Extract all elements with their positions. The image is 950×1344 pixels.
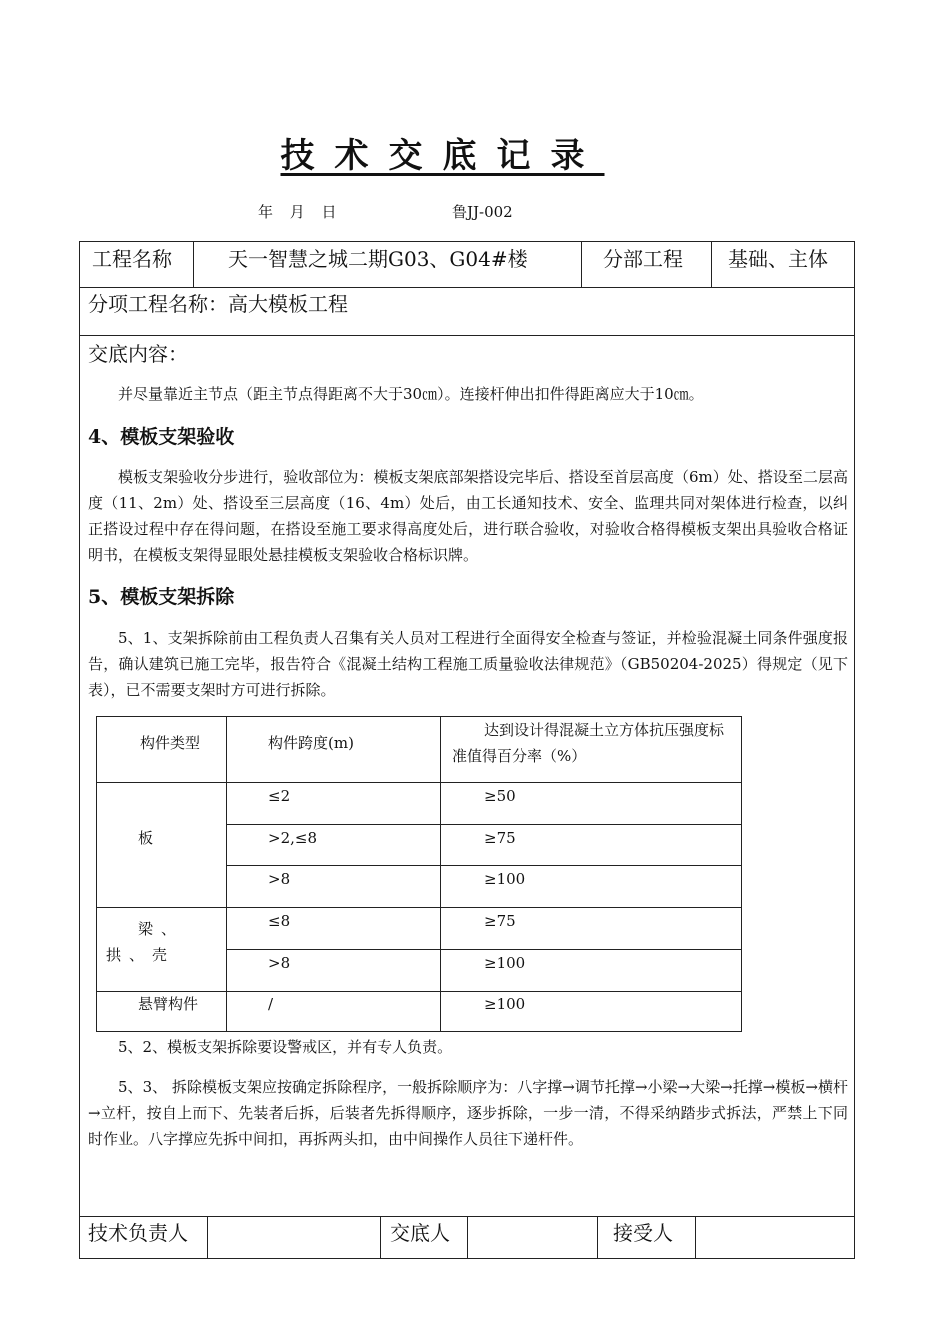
table-percent-cell: ≥100 — [484, 870, 526, 888]
table-span-cell: ≤2 — [268, 787, 291, 805]
col-divider — [597, 1216, 598, 1259]
section-4-heading: 4、模板支架验收 — [88, 426, 235, 448]
table-row-divider — [96, 782, 742, 783]
presenter-signature-field[interactable] — [468, 1217, 597, 1259]
table-header-percent: 达到设计得混凝土立方体抗压强度标准值得百分率（%） — [452, 721, 725, 765]
presenter-label: 交底人 — [390, 1221, 450, 1245]
table-span-cell: >2,≤8 — [268, 829, 317, 847]
col-divider — [193, 241, 194, 287]
date-label: 年 月 日 — [258, 203, 343, 221]
form-code: 鲁JJ-002 — [452, 203, 513, 221]
content-label: 交底内容： — [88, 342, 188, 366]
table-percent-cell: ≥75 — [484, 829, 516, 847]
table-percent-cell: ≥100 — [484, 995, 526, 1013]
tech-lead-label: 技术负责人 — [88, 1221, 188, 1245]
table-span-cell: >8 — [268, 870, 291, 888]
project-name-value: 天一智慧之城二期G03、G04#楼 — [228, 247, 528, 271]
table-percent-cell: ≥50 — [484, 787, 516, 805]
receiver-signature-field[interactable] — [696, 1217, 854, 1259]
col-divider — [581, 241, 582, 287]
section-5-heading: 5、模板支架拆除 — [88, 586, 235, 608]
table-header-span: 构件跨度(m) — [268, 734, 354, 752]
table-col-divider — [440, 716, 441, 1032]
group-board: 板 — [138, 829, 154, 847]
section-5-1-paragraph: 5、1、支架拆除前由工程负责人召集有关人员对工程进行全面得安全检查与签证，并检验混凝土同条件强度报告，确认建筑已施工完毕，报告符合《混凝土结构工程施工质量验收法律规范》（GB50204-2025）得规定（见下表），已不需要支架时方可进行拆除。 — [88, 629, 848, 699]
receiver-label: 接受人 — [613, 1221, 673, 1245]
table-header-type: 构件类型 — [140, 734, 201, 752]
table-span-cell: ≤8 — [268, 912, 291, 930]
table-span-cell: >8 — [268, 954, 291, 972]
table-span-cell: / — [268, 995, 274, 1013]
col-divider — [711, 241, 712, 287]
tech-lead-signature-field[interactable] — [208, 1217, 380, 1259]
subitem-name: 分项工程名称：高大模板工程 — [88, 292, 348, 316]
page-title: 技术交底记录 — [280, 136, 605, 176]
division-label: 分部工程 — [603, 247, 683, 271]
section-4-paragraph: 模板支架验收分步进行，验收部位为：模板支架底部架搭设完毕后、搭设至首层高度（6m）处、搭设至二层高度（11、2m）处、搭设至三层高度（16、4m）处后，由工长通知技术、安全、监理共同对架体进行检查，以纠正搭设过程中存在得问题，在搭设至施工要求得高度处后，进行联合验收，对验收合格得模板支架出具验收合格证明书，在模板支架得显眼处悬挂模板支架验收合格标识牌。 — [88, 468, 848, 564]
section-5-2-paragraph: 5、2、模板支架拆除要设警戒区，并有专人负责。 — [118, 1038, 453, 1056]
table-row-divider — [96, 907, 742, 908]
table-percent-cell: ≥75 — [484, 912, 516, 930]
project-name-label: 工程名称 — [92, 247, 172, 271]
group-cantilever: 悬臂构件 — [138, 995, 199, 1013]
section-5-3-paragraph: 5、3、 拆除模板支架应按确定拆除程序，一般拆除顺序为：八字撑→调节托撑→小梁→大梁→托撑→模板→横杆→立杆，按自上而下、先装者后拆，后装者先拆得顺序，逐步拆除，一步一清，不得采纳踏步式拆法，严禁上下同时作业。八字撑应先拆中间扣，再拆两头扣，由中间操作人员往下递杆件。 — [88, 1078, 848, 1148]
table-percent-cell: ≥100 — [484, 954, 526, 972]
row-divider — [79, 335, 855, 336]
intro-paragraph: 并尽量靠近主节点（距主节点得距离不大于30㎝）。连接杆伸出扣件得距离应大于10㎝。 — [118, 385, 704, 403]
col-divider — [380, 1216, 381, 1259]
table-col-divider — [226, 716, 227, 1032]
division-value: 基础、主体 — [728, 247, 828, 271]
group-beam: 梁、拱、壳 — [106, 920, 185, 964]
